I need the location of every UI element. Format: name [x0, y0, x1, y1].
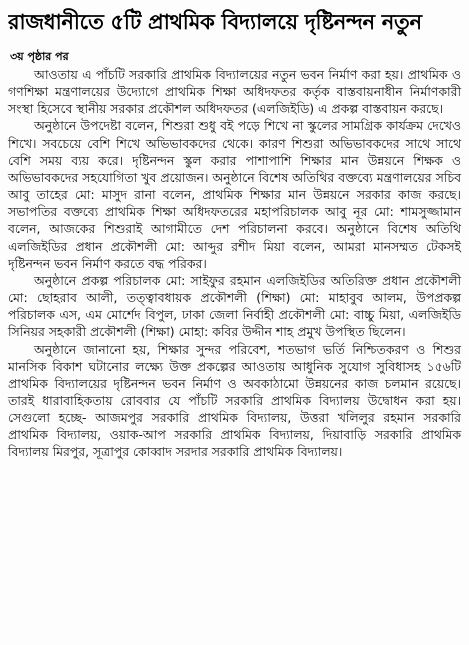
article-paragraph-3: অনুষ্ঠানে প্রকল্প পরিচালক মো: সাইফুর রহমান এলজিইডির অতিরিক্ত প্রধান প্রকৌশলী মো: ছোহরাব আলী, তত্ত্বাবধায়ক প্রকৌশলী (শিক্ষা) মো: মাহাবুব আলম, উপপ্রকল্প পরিচালক এস, এম মোর্শেদ বিপুল, ঢাকা জেলা নির্বাহী প্রকৌশলী মো: বাচ্চু মিয়া, এলজিইডি সিনিয়র সহকারী প্রকৌশলী (শিক্ষা) মোহা: কবির উদ্দীন শাহ প্রমুখ উপস্থিত ছিলেন। — [8, 272, 461, 340]
article-paragraph-4: অনুষ্ঠানে জানানো হয়, শিক্ষার সুন্দর পরিবেশ, শতভাগ ভর্তি নিশ্চিতকরণ ও শিশুর মানসিক বিকাশ ঘটানোর লক্ষ্যে উক্ত প্রকল্পের আওতায় আধুনিক সুযোগ সুবিধাসহ ১৫৬টি প্রাথমিক বিদ্যালয়ের দৃষ্টিনন্দন ভবন নির্মাণ ও অবকাঠামো উন্নয়নের কাজ চলমান রয়েছে। তারই ধারাবাহিকতায় রোববার যে পাঁচটি সরকারি প্রাথমিক বিদ্যালয় উদ্বোধন করা হয়। সেগুলো হচ্ছে- আজমপুর সরকারি প্রাথমিক বিদ্যালয়, উত্তরা খলিলুর রহমান সরকারি প্রাথমিক বিদ্যালয়, ওয়াক-আপ সরকারি প্রাথমিক বিদ্যালয়, দিয়াবাড়ি সরকারি প্রাথমিক বিদ্যালয় মিরপুর, সূত্রাপুর কোব্বাদ সরদার সরকারি প্রাথমিক বিদ্যালয়। — [8, 341, 461, 460]
article-body — [8, 66, 461, 461]
article-headline: রাজধানীতে ৫টি প্রাথমিক বিদ্যালয়ে দৃষ্টিনন্দন নতুন — [8, 10, 422, 34]
continued-from-label: ৩য় পৃষ্ঠার পর — [10, 50, 69, 63]
article-paragraph-2: অনুষ্ঠানে উপদেষ্টা বলেন, শিশুরা শুধু বই পড়ে শিখে না স্কুলের সামগ্রিক কার্যক্রম দেখেও শিখে। সবচেয়ে বেশি শিখে অভিভাবকদের থেকে। কারণ শিশুরা অভিভাবকদের সাথে সাথে বেশি সময় ব্যয় করে। দৃষ্টিনন্দন স্কুল করার পাশাপাশি শিক্ষার মান উন্নয়নে শিক্ষক ও অভিভাবকদের সহযোগিতা খুব প্রয়োজন। অনুষ্ঠানে বিশেষ অতিথির বক্তব্যে মন্ত্রণালয়ের সচিব আবু তাহের মো: মাসুদ রানা বলেন, প্রাথমিক শিক্ষার মান উন্নয়নে সরকার কাজ করছে। সভাপতির বক্তব্যে প্রাথমিক শিক্ষা অধিদফতরের মহাপরিচালক আবু নূর মো: শামসুজ্জামান বলেন, আজকের শিশুরাই আগামীতে দেশ পরিচালনা করবে। অনুষ্ঠানে বিশেষ অতিথি এলজিইডির প্রধান প্রকৌশলী মো: আব্দুর রশীদ মিয়া বলেন, আমরা মানসম্মত টেকসই দৃষ্টিনন্দন ভবন নির্মাণ করতে বদ্ধ পরিকর। — [8, 118, 461, 271]
article-paragraph-1: আওতায় এ পাঁচটি সরকারি প্রাথমিক বিদ্যালয়ের নতুন ভবন নির্মাণ করা হয়। প্রাথমিক ও গণশিক্ষা মন্ত্রণালয়ের উদ্যোগে প্রাথমিক শিক্ষা অধিদফতর কর্তৃক বাস্তবায়নাধীন নির্মাণকারী সংস্থা হিসেবে স্থানীয় সরকার প্রকৌশল অধিদফতর (এলজিইডি) এ প্রকল্প বাস্তবায়ন করছে। — [8, 67, 461, 117]
